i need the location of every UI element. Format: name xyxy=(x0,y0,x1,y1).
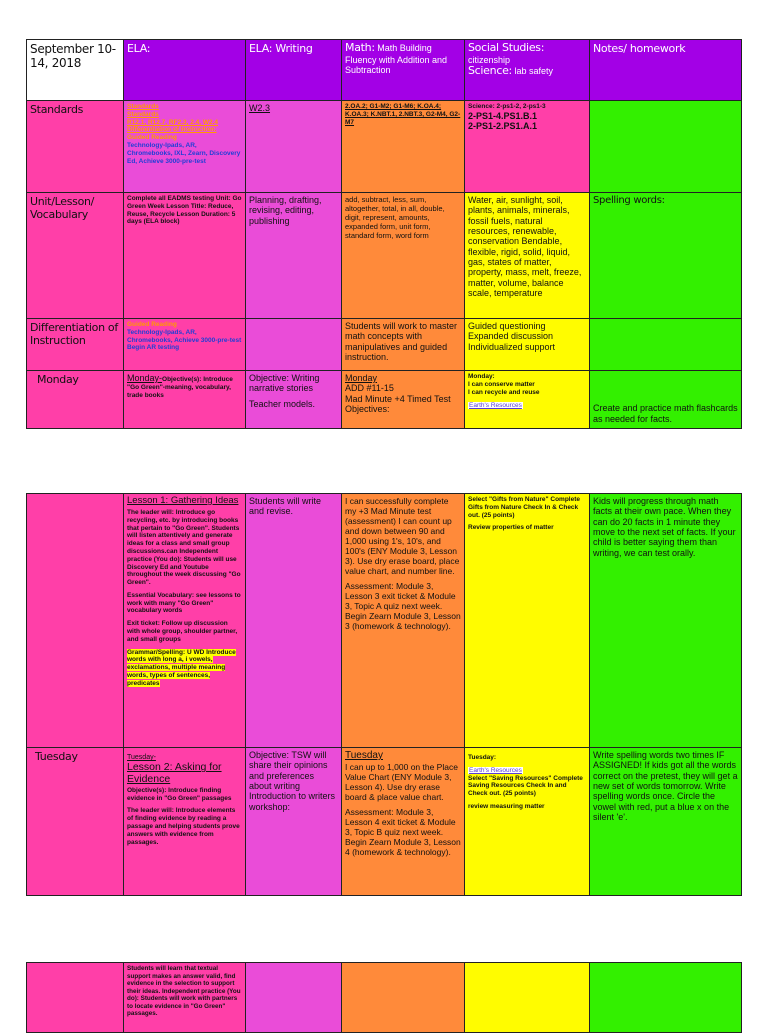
tuesday-ss-1: Tuesday: xyxy=(468,754,497,761)
unit-ela: Complete all EADMS testing Unit: Go Green Week Lesson Title: Reduce, Reuse, Recycle Lesson Duration: 5 days (ELA block) xyxy=(124,193,246,319)
math-label: Math: xyxy=(345,41,375,54)
ela-header: ELA: xyxy=(124,40,246,101)
std-ela-1: Standards xyxy=(127,103,159,110)
lesson3-ela: Students will learn that textual support makes an answer valid, find evidence in the selection to support their ideas. Independent practice (You do): Students will work with partners to locate evidence in "Go Green" passages. xyxy=(124,963,246,1033)
ss-sub: citizenship xyxy=(468,54,511,65)
lesson1-ss xyxy=(465,494,590,748)
standards-row xyxy=(27,101,742,193)
tuesday-math-p2: Assessment: Module 3, Lesson 4 exit ticket & Module 3, Topic B quiz next week. Begin Zearn Module 3, Lesson 4 (homework & technology). xyxy=(345,806,461,857)
lesson1-p1: The leader will: Introduce go recycling, etc. by introducing books that pertain to "Go Green". Students will listen attentively and generate ideas for a class and small group discussions.can Independent practice (You do): Students will use Discovery Ed and Youtube throughout the week discussing "Go Green". xyxy=(127,508,241,587)
lesson1-ela xyxy=(124,494,246,748)
lesson1-notes: Kids will progress through math facts at their own pace. When they can do 20 facts in 1 minute they move to the next set of facts. If your child is better saying them than writing, we can test orally. xyxy=(590,494,742,748)
lesson3-label xyxy=(27,963,124,1033)
tuesday-writing: Objective: TSW will share their opinions and preferences about writing Introduction to writers workshop: xyxy=(246,748,342,896)
monday-earths-resources-link[interactable]: Earth's Resources xyxy=(469,402,522,410)
standards-math: 2.OA.2; G1-M2; G1-M6; K.OA.4; K.OA.3; K.NBT.1, 2.NBT.3, G2-M4, G2-M7 xyxy=(342,101,465,193)
diff-notes xyxy=(590,319,742,371)
unit-notes: Spelling words: xyxy=(590,193,742,319)
monday-math xyxy=(342,371,465,429)
date-cell xyxy=(27,40,124,101)
ss-label: Social Studies: xyxy=(468,41,545,54)
tuesday-earths-resources-link[interactable]: Earth's Resources xyxy=(469,766,522,774)
tuesday-ela-title: Lesson 2: Asking for Evidence xyxy=(127,761,222,786)
math-header xyxy=(342,40,465,101)
tuesday-ela-p1: Objective(s): Introduce finding evidence in "Go Green" passages xyxy=(127,786,232,802)
monday-math-title: Monday xyxy=(345,373,378,383)
diff-ss: Guided questioning Expanded discussion Individualized support xyxy=(465,319,590,371)
standards-notes xyxy=(590,101,742,193)
monday-row xyxy=(27,371,742,429)
standards-ela xyxy=(124,101,246,193)
header-row xyxy=(27,40,742,101)
unit-writing: Planning, drafting, revising, editing, publishing xyxy=(246,193,342,319)
monday-ela-text: Objective(s): Introduce "Go Green"-meaning, vocabulary, trade books xyxy=(127,376,233,399)
diff-ela-3: Begin AR testing xyxy=(127,344,180,352)
std-ela-6: Technology-Ipads, AR, Chromebooks, IXL, Zearn, Discovery Ed, Achieve 3000-pre-test xyxy=(127,141,241,165)
tuesday-ss-p2: review measuring matter xyxy=(468,802,545,810)
monday-notes: Create and practice math flashcards as needed for facts. xyxy=(590,371,742,429)
diff-writing xyxy=(246,319,342,371)
monday-label: Monday xyxy=(27,371,124,429)
notes-header: Notes/ homework xyxy=(590,40,742,101)
lesson1-ss-p1: Select "Gifts from Nature" Complete Gifts from Nature Check In & Check out. (25 points) xyxy=(468,496,580,519)
lesson1-title: Lesson 1: Gathering Ideas xyxy=(127,495,239,506)
ss-header xyxy=(465,40,590,101)
std-ela-3: R12.1, R12.7, RF2.3, 2.4, W2.4 xyxy=(127,118,219,126)
sci-sub: lab safety xyxy=(514,65,553,76)
monday-writing-1: Objective: Writing narrative stories xyxy=(249,373,320,394)
monday-writing xyxy=(246,371,342,429)
plan-table-3 xyxy=(26,962,742,1033)
lesson1-grammar: Grammar/Spelling: U WD Introduce words with long a, i vowels, exclamations, multiple meaning words, types of sentences, predicates xyxy=(127,648,236,687)
lesson3-notes xyxy=(590,963,742,1033)
diff-math: Students will work to master math concepts with manipulatives and guided instruction. xyxy=(342,319,465,371)
diff-row xyxy=(27,319,742,371)
ela-writing-header: ELA: Writing xyxy=(246,40,342,101)
diff-ela-2: Technology-Ipads, AR, Chromebooks, Achieve 3000-pre-test xyxy=(127,328,242,344)
plan-table-2 xyxy=(26,493,742,896)
monday-ss-3: I can recycle and reuse xyxy=(468,388,540,396)
unit-label: Unit/Lesson/ Vocabulary xyxy=(27,193,124,319)
plan-table-1 xyxy=(26,39,742,429)
week-date: September 10-14, 2018 xyxy=(27,40,123,100)
monday-writing-2: Teacher models. xyxy=(249,398,316,409)
tuesday-label: Tuesday xyxy=(27,748,124,896)
monday-ss xyxy=(465,371,590,429)
math-sub: Math Building Fluency with Addition and Subtraction xyxy=(345,43,448,75)
lesson1-label xyxy=(27,494,124,748)
monday-ela xyxy=(124,371,246,429)
lesson3-math xyxy=(342,963,465,1033)
tuesday-notes: Write spelling words two times IF ASSIGNED! If kids got all the words correct on the pretest, they will get a new set of words tomorrow. Write spelling words once. Circle the vowel with red, put a blue x on the silent 'e'. xyxy=(590,748,742,896)
monday-math-1: ADD #11-15 xyxy=(345,383,394,394)
tuesday-ss xyxy=(465,748,590,896)
tuesday-ela-small: Tuesday- xyxy=(127,754,156,761)
diff-label: Differentiation of Instruction xyxy=(27,319,124,371)
lesson1-p3: Exit ticket: Follow up discussion with whole group, shoulder partner, and small groups xyxy=(127,620,238,643)
std-sci-3: 2-PS1-2.PS1.A.1 xyxy=(468,121,538,132)
monday-ss-1: Monday: xyxy=(468,373,495,380)
tuesday-ela-p2: The leader will: Introduce elements of finding evidence by reading a passage and helping students prove answers with evidence from passages. xyxy=(127,807,240,846)
standards-writing: W2.3 xyxy=(246,101,342,193)
std-ela-2: Standards xyxy=(127,110,159,118)
lesson1-row xyxy=(27,494,742,748)
diff-ela xyxy=(124,319,246,371)
monday-ss-2: I can conserve matter xyxy=(468,380,535,388)
sci-label: Science: xyxy=(468,63,512,77)
lesson1-ss-p2: Review properties of matter xyxy=(468,524,554,532)
monday-math-3: Objectives: xyxy=(345,404,390,415)
tuesday-ela xyxy=(124,748,246,896)
lesson3-row xyxy=(27,963,742,1033)
tuesday-ss-p1: Select "Saving Resources" Complete Saving Resources Check In and Check out. (25 points) xyxy=(468,774,583,798)
standards-ss xyxy=(465,101,590,193)
monday-math-2: Mad Minute +4 Timed Test xyxy=(345,393,451,404)
std-sci-2: 2-PS1-4.PS1.B.1 xyxy=(468,110,538,121)
lesson3-ss xyxy=(465,963,590,1033)
standards-label: Standards xyxy=(27,101,124,193)
tuesday-row xyxy=(27,748,742,896)
tuesday-math xyxy=(342,748,465,896)
lesson1-math xyxy=(342,494,465,748)
tuesday-math-p1: I can up to 1,000 on the Place Value Chart (ENY Module 3, Lesson 4). Use dry erase board & place value chart. xyxy=(345,761,458,802)
std-ela-5: Guided Reading xyxy=(127,134,177,142)
diff-ela-1: Guided Reading xyxy=(127,321,177,328)
lesson1-math-p1: I can successfully complete my +3 Mad Minute test (assessment) I can count up and down between 90 and 1,000 using 1's, 10's, and 100's (ENY Module 3, Lesson 3). Use dry erase board, place value chart, and number line. xyxy=(345,496,460,577)
monday-ela-title: Monday- xyxy=(127,373,163,383)
lesson1-math-p2: Assessment: Module 3, Lesson 3 exit ticket & Module 3, Topic A quiz next week. Begin Zearn Module 3, Lesson 3 (homework & technology). xyxy=(345,581,461,632)
std-ela-4: Differentiation of Instruction: xyxy=(127,126,217,134)
lesson1-writing: Students will write and revise. xyxy=(246,494,342,748)
std-sci-1: Science: 2-ps1-2, 2-ps1-3 xyxy=(468,103,546,110)
lesson1-p2: Essential Vocabulary: see lessons to work with many "Go Green" vocabulary words xyxy=(127,591,241,615)
lesson3-writing xyxy=(246,963,342,1033)
unit-ss: Water, air, sunlight, soil, plants, animals, minerals, fossil fuels, natural resources, renewable, conservation Bendable, flexible, rigid, solid, liquid, gas, states of matter, property, mass, melt, freeze, matter, volume, balance scale, temperature xyxy=(465,193,590,319)
unit-row xyxy=(27,193,742,319)
tuesday-math-title: Tuesday xyxy=(345,750,383,761)
unit-math: add, subtract, less, sum, altogether, total, in all, double, digit, represent, amounts, expanded form, unit form, standard form, word form xyxy=(342,193,465,319)
